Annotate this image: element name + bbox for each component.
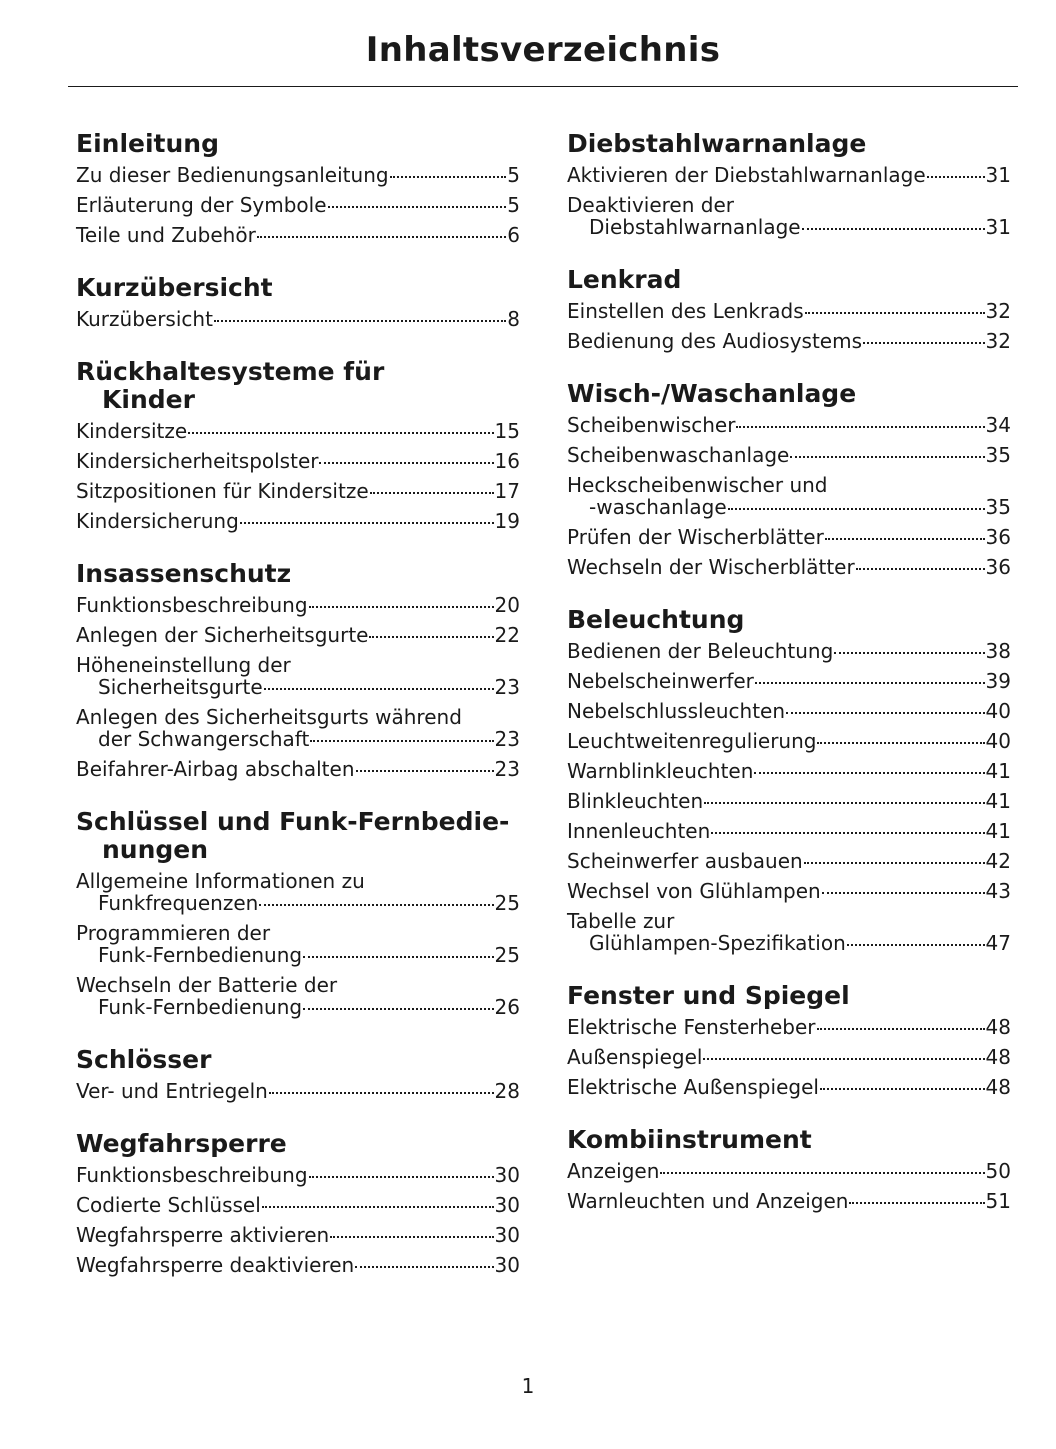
entry-row	[76, 480, 520, 502]
entry-title: Zu dieser Bedienungsanleitung	[76, 163, 389, 187]
entry-title: Scheibenwischer	[567, 413, 736, 437]
toc-section-wegfahrsperre	[76, 1130, 520, 1276]
dot-leader	[849, 1202, 984, 1204]
entry-page-number: 40	[985, 729, 1011, 753]
dot-leader	[390, 176, 507, 178]
dot-leader	[703, 1058, 984, 1060]
toc-entry-scheinwerfer-ausbauen[interactable]	[567, 850, 1011, 872]
section-heading-text: Kurzübersicht	[76, 273, 273, 302]
entry-row	[76, 758, 520, 780]
section-heading	[76, 1046, 520, 1074]
toc-entry-aktivieren-der-diebstahlwarnanlage[interactable]	[567, 164, 1011, 186]
toc-entry-blinkleuchten[interactable]	[567, 790, 1011, 812]
entry-title-first-line: Anlegen des Sicherheitsgurts während	[76, 705, 462, 729]
entry-page-number: 47	[985, 931, 1011, 955]
dot-leader	[310, 740, 493, 742]
title-divider	[68, 86, 1018, 87]
dot-leader	[188, 432, 493, 434]
toc-entry-kindersicherheitspolster[interactable]	[76, 450, 520, 472]
entry-page-number: 50	[985, 1159, 1011, 1183]
entry-row	[567, 1016, 1011, 1038]
entry-title: Blinkleuchten	[567, 789, 704, 813]
entry-row	[76, 996, 520, 1018]
entry-row	[76, 308, 520, 330]
entry-row	[76, 944, 520, 966]
entry-page-number: 5	[507, 163, 520, 187]
entry-title: Wegfahrsperre deaktivieren	[76, 1253, 355, 1277]
entry-page-number: 20	[494, 593, 520, 617]
dot-leader	[847, 944, 985, 946]
entry-row	[76, 1164, 520, 1186]
entry-row	[76, 728, 520, 750]
toc-entry-funkfrequenzen[interactable]	[76, 870, 520, 914]
toc-entry-funk-fernbedienung[interactable]	[76, 974, 520, 1018]
toc-section-rueckhaltesysteme-fuer	[76, 358, 520, 532]
dot-leader	[834, 652, 984, 654]
entry-row	[567, 526, 1011, 548]
section-heading-continuation: Kinder	[102, 385, 195, 414]
toc-entry-einstellen-des-lenkrads[interactable]	[567, 300, 1011, 322]
dot-leader	[786, 712, 985, 714]
dot-leader	[309, 606, 494, 608]
page-title: Inhaltsverzeichnis	[365, 30, 721, 70]
toc-entry-nebelschlussleuchten[interactable]	[567, 700, 1011, 722]
section-heading-text: Insassenschutz	[76, 559, 292, 588]
entry-title: Elektrische Außenspiegel	[567, 1075, 819, 1099]
entry-page-number: 30	[494, 1163, 520, 1187]
toc-entry-anlegen-der-sicherheitsgurte[interactable]	[76, 624, 520, 646]
toc-entry-ver-und-entriegeln[interactable]	[76, 1080, 520, 1102]
dot-leader	[262, 1206, 494, 1208]
entry-row	[567, 556, 1011, 578]
entry-page-number: 48	[985, 1015, 1011, 1039]
entry-title: -waschanlage	[589, 495, 727, 519]
toc-section-beleuchtung	[567, 606, 1011, 954]
entry-row	[567, 444, 1011, 466]
toc-column-left	[76, 130, 520, 1304]
dot-leader	[736, 426, 984, 428]
entry-row	[567, 1190, 1011, 1212]
entry-row	[567, 700, 1011, 722]
section-heading-text: Einleitung	[76, 129, 219, 158]
entry-title: Teile und Zubehör	[76, 223, 256, 247]
entry-title: Anlegen der Sicherheitsgurte	[76, 623, 369, 647]
entry-title: Außenspiegel	[567, 1045, 703, 1069]
toc-section-kombiinstrument	[567, 1126, 1011, 1212]
dot-leader	[214, 320, 506, 322]
entry-page-number: 17	[494, 479, 520, 503]
entry-title: Sicherheitsgurte	[98, 675, 263, 699]
section-heading-text: Kombiinstrument	[567, 1125, 812, 1154]
entry-page-number: 34	[985, 413, 1011, 437]
dot-leader	[303, 1008, 493, 1010]
section-heading	[567, 1126, 1011, 1154]
entry-title: Wechsel von Glühlampen	[567, 879, 821, 903]
entry-title-first-line: Deaktivieren der	[567, 193, 734, 217]
toc-entry-wegfahrsperre-deaktivieren[interactable]	[76, 1254, 520, 1276]
toc-entry-bedienung-des-audiosystems[interactable]	[567, 330, 1011, 352]
entry-title: Leuchtweitenregulierung	[567, 729, 817, 753]
entry-page-number: 36	[985, 525, 1011, 549]
entry-page-number: 41	[985, 789, 1011, 813]
dot-leader	[927, 176, 985, 178]
dot-leader	[802, 228, 985, 230]
toc-entry-teile-und-zubehoer[interactable]	[76, 224, 520, 246]
toc-entry-leuchtweitenregulierung[interactable]	[567, 730, 1011, 752]
toc-column-right	[567, 130, 1011, 1240]
dot-leader	[790, 456, 984, 458]
entry-row	[567, 790, 1011, 812]
entry-row	[76, 224, 520, 246]
entry-page-number: 31	[985, 163, 1011, 187]
section-heading-text: Beleuchtung	[567, 605, 745, 634]
toc-entry-pruefen-der-wischerblaetter[interactable]	[567, 526, 1011, 548]
entry-page-number: 48	[985, 1045, 1011, 1069]
page-number: 1	[521, 1374, 535, 1398]
toc-entry-diebstahlwarnanlage[interactable]	[567, 194, 1011, 238]
entry-title: Glühlampen-Spezifikation	[589, 931, 846, 955]
toc-entry-aussenspiegel[interactable]	[567, 1046, 1011, 1068]
entry-title: Scheinwerfer ausbauen	[567, 849, 803, 873]
entry-row	[567, 164, 1011, 186]
dot-leader	[820, 1088, 985, 1090]
toc-entry-funktionsbeschreibung[interactable]	[76, 1164, 520, 1186]
toc-entry-zu-dieser-bedienungsanleitung[interactable]	[76, 164, 520, 186]
entry-page-number: 43	[985, 879, 1011, 903]
entry-page-number: 15	[494, 419, 520, 443]
section-heading	[76, 130, 520, 158]
section-heading	[567, 380, 1011, 408]
toc-entry-wechseln-der-wischerblaetter[interactable]	[567, 556, 1011, 578]
toc-entry-gluehlampen-spezifikation[interactable]	[567, 910, 1011, 954]
dot-leader	[264, 688, 494, 690]
entry-row	[76, 1194, 520, 1216]
entry-row	[567, 1076, 1011, 1098]
section-heading-text: Rückhaltesysteme für	[76, 357, 385, 386]
entry-page-number: 32	[985, 299, 1011, 323]
entry-row	[567, 760, 1011, 782]
section-heading-continuation: nungen	[102, 835, 209, 864]
entry-page-number: 31	[985, 215, 1011, 239]
entry-page-number: 23	[494, 727, 520, 751]
entry-title: Einstellen des Lenkrads	[567, 299, 804, 323]
entry-row	[76, 1224, 520, 1246]
entry-row	[567, 330, 1011, 352]
entry-title: Sitzpositionen für Kindersitze	[76, 479, 369, 503]
toc-entry-erlaeuterung-der-symbole[interactable]	[76, 194, 520, 216]
toc-section-schloesser	[76, 1046, 520, 1102]
entry-page-number: 25	[494, 943, 520, 967]
toc-section-lenkrad	[567, 266, 1011, 352]
entry-title: Elektrische Fensterheber	[567, 1015, 816, 1039]
toc-entry-scheibenwischer[interactable]	[567, 414, 1011, 436]
entry-title: Nebelschlussleuchten	[567, 699, 786, 723]
entry-row	[76, 624, 520, 646]
entry-page-number: 8	[507, 307, 520, 331]
section-heading-text: Schlösser	[76, 1045, 212, 1074]
entry-page-number: 48	[985, 1075, 1011, 1099]
entry-row	[567, 414, 1011, 436]
toc-entry-funktionsbeschreibung[interactable]	[76, 594, 520, 616]
dot-leader	[370, 492, 494, 494]
entry-title-first-line: Tabelle zur	[567, 909, 675, 933]
dot-leader	[257, 236, 506, 238]
entry-title: Kindersicherheitspolster	[76, 449, 319, 473]
toc-section-insassenschutz	[76, 560, 520, 780]
entry-title-first-line: Höheneinstellung der	[76, 653, 291, 677]
toc-entry-beifahrer-airbag-abschalten[interactable]	[76, 758, 520, 780]
entry-row	[76, 420, 520, 442]
toc-entry-warnblinkleuchten[interactable]	[567, 760, 1011, 782]
section-heading	[76, 560, 520, 588]
entry-page-number: 23	[494, 675, 520, 699]
dot-leader	[863, 342, 985, 344]
entry-title: Prüfen der Wischerblätter	[567, 525, 824, 549]
entry-row	[567, 300, 1011, 322]
toc-entry-sicherheitsgurte[interactable]	[76, 654, 520, 698]
entry-title: Funkfrequenzen	[98, 891, 259, 915]
entry-title-first-line: Wechseln der Batterie der	[76, 973, 338, 997]
entry-page-number: 22	[494, 623, 520, 647]
entry-row	[76, 194, 520, 216]
entry-title-first-line: Programmieren der	[76, 921, 271, 945]
toc-entry-wechsel-von-gluehlampen[interactable]	[567, 880, 1011, 902]
toc-entry-wegfahrsperre-aktivieren[interactable]	[76, 1224, 520, 1246]
entry-title: Codierte Schlüssel	[76, 1193, 261, 1217]
entry-page-number: 16	[494, 449, 520, 473]
entry-title: Bedienen der Beleuchtung	[567, 639, 834, 663]
entry-title: der Schwangerschaft	[98, 727, 310, 751]
entry-page-number: 25	[494, 891, 520, 915]
dot-leader	[817, 1028, 985, 1030]
entry-title: Erläuterung der Symbole	[76, 193, 327, 217]
entry-row	[567, 1046, 1011, 1068]
entry-row	[567, 730, 1011, 752]
entry-title: Ver- und Entriegeln	[76, 1079, 268, 1103]
entry-row	[76, 164, 520, 186]
toc-entry-sitzpositionen-fuer-kindersitze[interactable]	[76, 480, 520, 502]
dot-leader	[817, 742, 984, 744]
dot-leader	[330, 1236, 493, 1238]
entry-title: Aktivieren der Diebstahlwarnanlage	[567, 163, 926, 187]
entry-page-number: 35	[985, 495, 1011, 519]
entry-title: Bedienung des Audiosystems	[567, 329, 863, 353]
entry-row	[567, 1160, 1011, 1182]
toc-entry-elektrische-aussenspiegel[interactable]	[567, 1076, 1011, 1098]
entry-page-number: 40	[985, 699, 1011, 723]
section-heading	[76, 1130, 520, 1158]
section-heading	[567, 130, 1011, 158]
toc-entry-funk-fernbedienung[interactable]	[76, 922, 520, 966]
dot-leader	[660, 1172, 984, 1174]
entry-page-number: 26	[494, 995, 520, 1019]
entry-title: Funk-Fernbedienung	[98, 943, 303, 967]
toc-entry-nebelscheinwerfer[interactable]	[567, 670, 1011, 692]
section-heading	[76, 358, 520, 414]
entry-row	[567, 880, 1011, 902]
entry-title: Wegfahrsperre aktivieren	[76, 1223, 330, 1247]
entry-page-number: 32	[985, 329, 1011, 353]
toc-section-wisch-waschanlage	[567, 380, 1011, 578]
section-heading	[76, 808, 520, 864]
entry-title: Anzeigen	[567, 1159, 660, 1183]
dot-leader	[303, 956, 493, 958]
entry-title: Nebelscheinwerfer	[567, 669, 754, 693]
dot-leader	[269, 1092, 494, 1094]
dot-leader	[355, 1266, 493, 1268]
dot-leader	[856, 568, 985, 570]
dot-leader	[259, 904, 493, 906]
entry-page-number: 6	[507, 223, 520, 247]
entry-title: Funk-Fernbedienung	[98, 995, 303, 1019]
toc-entry-der-schwangerschaft[interactable]	[76, 706, 520, 750]
entry-row	[76, 892, 520, 914]
dot-leader	[754, 772, 984, 774]
entry-row	[76, 450, 520, 472]
entry-row	[567, 496, 1011, 518]
toc-entry-scheibenwaschanlage[interactable]	[567, 444, 1011, 466]
toc-section-kurzuebersicht	[76, 274, 520, 330]
entry-row	[567, 670, 1011, 692]
section-heading	[76, 274, 520, 302]
entry-row	[567, 216, 1011, 238]
section-heading	[567, 266, 1011, 294]
entry-title: Warnleuchten und Anzeigen	[567, 1189, 849, 1213]
dot-leader	[704, 802, 984, 804]
entry-page-number: 28	[494, 1079, 520, 1103]
toc-entry-codierte-schluessel[interactable]	[76, 1194, 520, 1216]
entry-page-number: 51	[985, 1189, 1011, 1213]
entry-page-number: 23	[494, 757, 520, 781]
entry-title: Warnblinkleuchten	[567, 759, 754, 783]
toc-entry-innenleuchten[interactable]	[567, 820, 1011, 842]
toc-entry-warnleuchten-und-anzeigen[interactable]	[567, 1190, 1011, 1212]
toc-section-fenster-und-spiegel	[567, 982, 1011, 1098]
entry-page-number: 36	[985, 555, 1011, 579]
dot-leader	[728, 508, 985, 510]
section-heading	[567, 982, 1011, 1010]
dot-leader	[805, 312, 985, 314]
entry-row	[76, 510, 520, 532]
toc-section-diebstahlwarnanlage	[567, 130, 1011, 238]
entry-page-number: 38	[985, 639, 1011, 663]
toc-entry-bedienen-der-beleuchtung[interactable]	[567, 640, 1011, 662]
section-heading-text: Wegfahrsperre	[76, 1129, 287, 1158]
entry-page-number: 30	[494, 1253, 520, 1277]
entry-page-number: 30	[494, 1223, 520, 1247]
toc-entry-kindersicherung[interactable]	[76, 510, 520, 532]
toc-section-einleitung	[76, 130, 520, 246]
toc-entry-kurzuebersicht[interactable]	[76, 308, 520, 330]
entry-title: Scheibenwaschanlage	[567, 443, 790, 467]
dot-leader	[825, 538, 985, 540]
entry-page-number: 5	[507, 193, 520, 217]
dot-leader	[328, 206, 507, 208]
entry-title-first-line: Allgemeine Informationen zu	[76, 869, 365, 893]
dot-leader	[356, 770, 494, 772]
entry-page-number: 19	[494, 509, 520, 533]
entry-page-number: 41	[985, 759, 1011, 783]
entry-row	[76, 1080, 520, 1102]
toc-entry-kindersitze[interactable]	[76, 420, 520, 442]
entry-title: Kindersitze	[76, 419, 188, 443]
dot-leader	[309, 1176, 494, 1178]
dot-leader	[822, 892, 985, 894]
entry-page-number: 39	[985, 669, 1011, 693]
toc-entry-waschanlage[interactable]	[567, 474, 1011, 518]
section-heading-text: Lenkrad	[567, 265, 682, 294]
entry-page-number: 41	[985, 819, 1011, 843]
toc-section-schluessel-und-funk-fernbedie	[76, 808, 520, 1018]
entry-title: Funktionsbeschreibung	[76, 1163, 308, 1187]
entry-title: Wechseln der Wischerblätter	[567, 555, 855, 579]
dot-leader	[755, 682, 985, 684]
entry-row	[76, 594, 520, 616]
entry-row	[567, 640, 1011, 662]
entry-page-number: 30	[494, 1193, 520, 1217]
entry-title-first-line: Heckscheibenwischer und	[567, 473, 828, 497]
entry-title: Kindersicherung	[76, 509, 239, 533]
entry-page-number: 42	[985, 849, 1011, 873]
entry-title: Funktionsbeschreibung	[76, 593, 308, 617]
entry-page-number: 35	[985, 443, 1011, 467]
dot-leader	[369, 636, 493, 638]
toc-entry-elektrische-fensterheber[interactable]	[567, 1016, 1011, 1038]
entry-row	[76, 1254, 520, 1276]
dot-leader	[711, 832, 984, 834]
entry-title: Beifahrer-Airbag abschalten	[76, 757, 355, 781]
dot-leader	[804, 862, 985, 864]
entry-row	[567, 932, 1011, 954]
section-heading-text: Diebstahlwarnanlage	[567, 129, 867, 158]
entry-row	[567, 820, 1011, 842]
entry-title: Kurzübersicht	[76, 307, 213, 331]
section-heading-text: Schlüssel und Funk-Fernbedie-	[76, 807, 510, 836]
toc-entry-anzeigen[interactable]	[567, 1160, 1011, 1182]
section-heading	[567, 606, 1011, 634]
entry-row	[76, 676, 520, 698]
entry-title: Diebstahlwarnanlage	[589, 215, 801, 239]
dot-leader	[319, 462, 493, 464]
section-heading-text: Wisch-/Waschanlage	[567, 379, 857, 408]
section-heading-text: Fenster und Spiegel	[567, 981, 850, 1010]
dot-leader	[240, 522, 494, 524]
entry-row	[567, 850, 1011, 872]
entry-title: Innenleuchten	[567, 819, 711, 843]
